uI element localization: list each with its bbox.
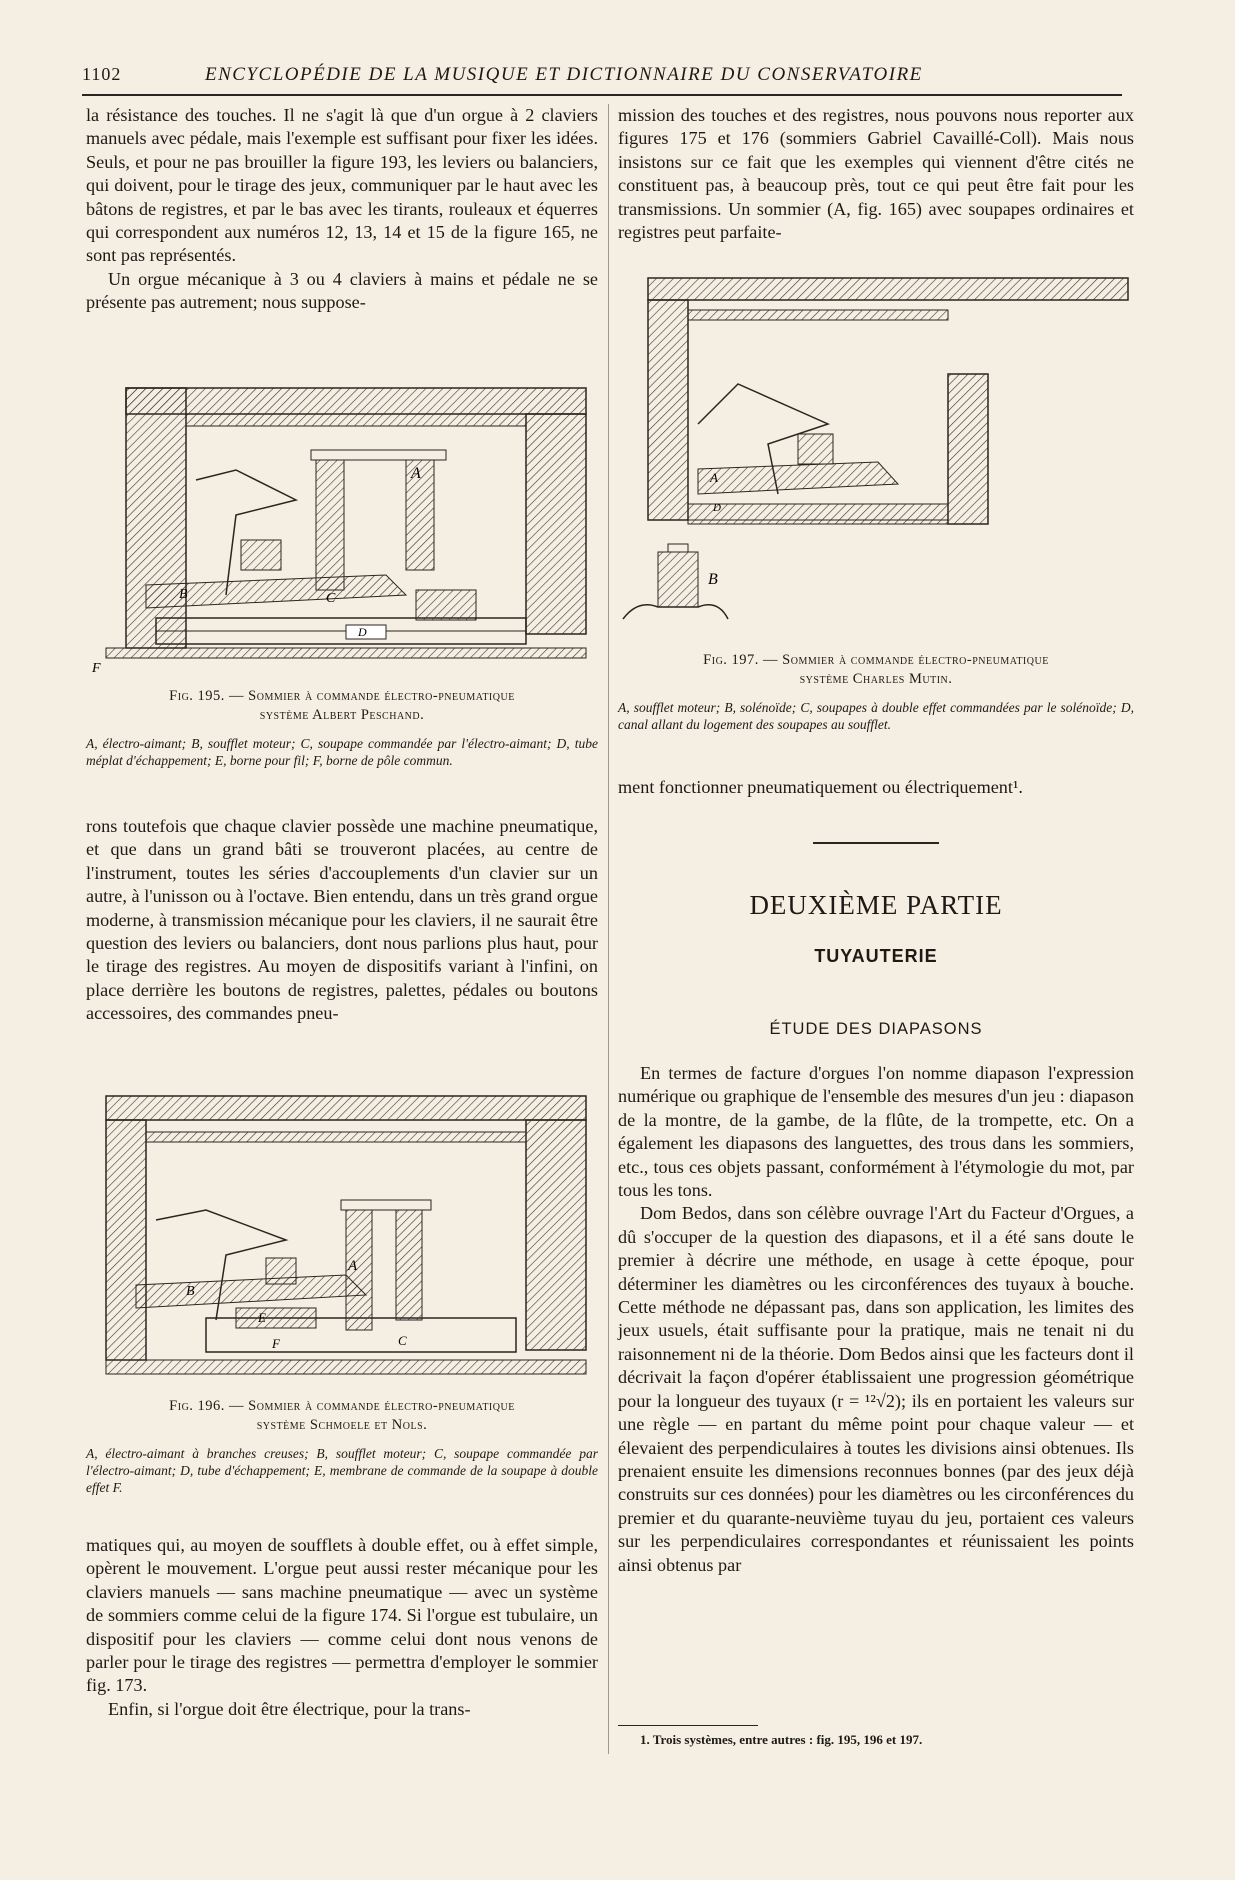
footnote-rule — [618, 1725, 758, 1726]
figure-label: A — [411, 465, 421, 482]
right-text-block-2 — [618, 776, 1134, 799]
figure-195-caption — [86, 687, 598, 725]
paragraph: En termes de facture d'orgues l'on nomme diapason l'expression numérique ou graphique de l'ensemble des mesures d'un jeu : diapason de la montre, de la gambe, de la flûte, de la trompette, etc. On a également les diapasons des languettes, des trous dans les sommiers, etc., tous ces objets passant, conformément à l'étymologie du mot, par tous les tons. — [618, 1063, 1134, 1201]
paragraph: Dom Bedos, dans son célèbre ouvrage l'Art du Facteur d'Orgues, a dû s'occuper de la question des diapasons, et il a été sans doute le premier à décrire une méthode, en usage à cette époque, pour déterminer les diamètres ou les circonférences des tuyaux à bouche. Cette méthode ne dépassant pas, dans son application, les limites des jeux usuels, était suffisante pour la pratique, mais ne tenait ni du raisonnement ni de la théorie. Dom Bedos ainsi que les facteurs dont il décrivait la façon d'opérer établissaient une progression géométrique pour la longueur des tuyaux (r = ¹²√2); ils en portaient les valeurs sur une règle — en partant du même point pour chaque valeur — et élevaient des perpendiculaires à toutes les divisions ainsi obtenues. Ils prenaient ensuite les dimensions reconnues bonnes (par des jeux déjà construits sur ces données) pour les diamètres ou les circonférences du premier et du quarante-neuvième tuyau du jeu, portaient ces valeurs sur les perpendiculaires correspondantes et réunissaient les points ainsi obtenus par — [618, 1203, 1134, 1575]
caption-line: système Schmoele et Nols. — [256, 1417, 428, 1433]
figure-196-legend: A, électro-aimant à branches creuses; B, soufflet moteur; C, soupape commandée par l'électro-aimant; D, tube d'échappement; E, membrane de commande de la soupape à double effet F. — [86, 1446, 598, 1495]
left-text-block-3 — [86, 1534, 598, 1721]
part-subtitle: TUYAUTERIE — [814, 946, 938, 966]
paragraph: ment fonctionner pneumatiquement ou électriquement¹. — [618, 777, 1023, 797]
caption-line: système Albert Peschand. — [259, 707, 425, 723]
figure-label: B — [186, 1284, 195, 1299]
page-number: 1102 — [82, 64, 122, 84]
figure-196 — [86, 1090, 598, 1530]
left-text-block-1 — [86, 104, 598, 315]
figure-195-drawing — [86, 380, 598, 680]
chapter-title: ÉTUDE DES DIAPASONS — [769, 1020, 983, 1038]
section-rule — [813, 842, 939, 844]
column-divider — [608, 104, 609, 1754]
figure-label: F — [92, 661, 101, 676]
paragraph: Un orgue mécanique à 3 ou 4 claviers à mains et pédale ne se présente pas autrement; nous suppose- — [86, 268, 598, 313]
running-title: ENCYCLOPÉDIE DE LA MUSIQUE ET DICTIONNAIRE DU CONSERVATOIRE — [205, 64, 923, 85]
figure-label: A — [348, 1258, 358, 1274]
figure-label: D — [358, 625, 367, 639]
figure-195 — [86, 380, 598, 790]
part-title: DEUXIÈME PARTIE — [749, 890, 1003, 920]
figure-label: B — [179, 587, 188, 602]
figure-label: B — [708, 571, 718, 588]
figure-195-legend: A, électro-aimant; B, soufflet moteur; C, soupape commandée par l'électro-aimant; D, tube méplat d'échappement; E, borne pour fil; F, borne de pôle commun. — [86, 736, 598, 768]
figure-label: C — [326, 591, 336, 606]
caption-line: Fig. 195. — Sommier à commande électro-pneumatique — [169, 688, 515, 704]
footnote: 1. Trois systèmes, entre autres : fig. 195, 196 et 197. — [640, 1732, 923, 1747]
right-text-block-1 — [618, 104, 1134, 244]
caption-line: Fig. 196. — Sommier à commande électro-pneumatique — [169, 1398, 515, 1414]
header-rule — [82, 94, 1122, 96]
paragraph: la résistance des touches. Il ne s'agit là que d'un orgue à 2 claviers manuels avec pédale, mais l'exemple est suffisant pour fixer les idées. Seuls, et pour ne pas brouiller la figure 193, les leviers ou balanciers, qui doivent, pour le tirage des jeux, communiquer par le haut avec les bâtons de registres, et par le bas avec les tirants, rouleaux et équerres qui correspondent aux numéros 12, 13, 14 et 15 de la figure 165, ne sont pas représentés. — [86, 105, 598, 266]
figure-label: E — [258, 1310, 266, 1325]
figure-197-legend: A, soufflet moteur; B, solénoïde; C, soupapes à double effet commandées par le solénoïde; D, canal allant du logement des soupapes au soufflet. — [618, 700, 1134, 732]
paragraph: mission des touches et des registres, nous pouvons nous reporter aux figures 175 et 176 (sommiers Gabriel Cavaillé-Coll). Mais nous insistons sur ce fait que les exemples qui viennent d'être cités ne constituent pas, à beaucoup près, tout ce qui peut être fait pour les transmissions. Un sommier (A, fig. 165) avec soupapes ordinaires et registres peut parfaite- — [618, 105, 1134, 243]
right-text-block-3 — [618, 1062, 1134, 1577]
caption-line: système Charles Mutin. — [799, 671, 953, 687]
caption-line: Fig. 197. — Sommier à commande électro-pneumatique — [703, 652, 1049, 668]
figure-197 — [618, 274, 1134, 764]
figure-label: D — [713, 502, 721, 514]
figure-197-drawing — [618, 274, 1134, 644]
figure-label: A — [710, 470, 718, 485]
figure-label: C — [398, 1333, 407, 1348]
left-text-block-2 — [86, 815, 598, 1026]
paragraph: Enfin, si l'orgue doit être électrique, pour la trans- — [108, 1698, 471, 1719]
figure-197-caption — [618, 651, 1134, 689]
figure-196-drawing — [86, 1090, 598, 1390]
figure-196-caption — [86, 1397, 598, 1435]
figure-label: F — [272, 1336, 280, 1351]
paragraph: matiques qui, au moyen de soufflets à double effet, ou à effet simple, opèrent le mouvement. L'orgue peut aussi rester mécanique pour les claviers manuels — sans machine pneumatique — avec un système de sommiers comme celui de la figure 174. Si l'orgue est tubulaire, un dispositif pour les claviers — comme celui dont nous venons de parler pour le tirage des registres — permettra d'employer le sommier fig. 173. — [86, 1535, 598, 1696]
paragraph: rons toutefois que chaque clavier possède une machine pneumatique, et que dans un grand bâti se trouveront placées, au centre de l'instrument, toutes les séries d'accouplements d'un clavier sur un autre, à l'unisson ou à l'octave. Bien entendu, dans un très grand orgue moderne, à transmission mécanique pour les claviers, il ne saurait être question des leviers ou balanciers, dont nous parlions plus haut, pour le tirage des registres. Au moyen de dispositifs variant à l'infini, on place derrière les boutons de registres, palettes, pédales ou boutons accessoires, des commandes pneu- — [86, 816, 598, 1024]
